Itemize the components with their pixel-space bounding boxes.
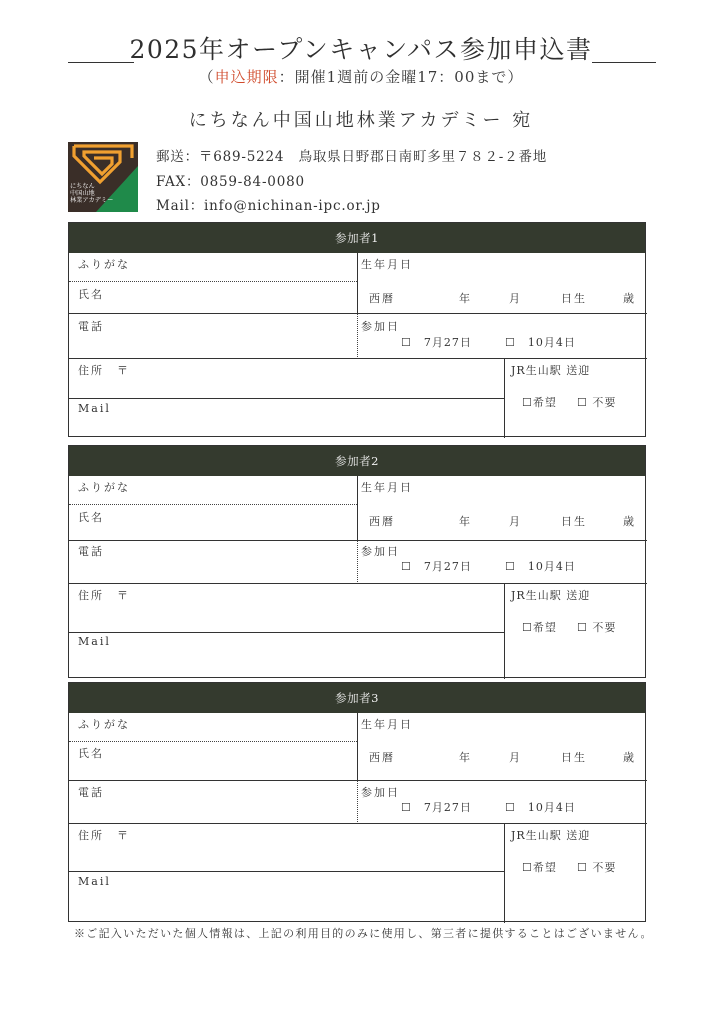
age-label: 歳 [623,751,636,764]
date-option-2[interactable]: ☐ 10月4日 [505,560,576,573]
privacy-note: ※ご記入いただいた個人情報は、上記の利用目的のみに使用し、第三者に提供することはございません。 [74,927,653,940]
contact-mail: Mail：info@nichinan-ipc.or.jp [156,198,381,214]
phone-label: 電話 [78,786,104,799]
month-label: 月 [509,751,522,764]
deadline-note [0,66,722,87]
mail-label: Mail [78,635,111,648]
seireki-label: 西暦 [369,751,395,764]
birthdate-label: 生年月日 [361,258,413,271]
mail-label: Mail [78,875,111,888]
pickup-yes-option[interactable]: ☐希望 [522,861,557,874]
year-label: 年 [459,515,472,528]
furigana-label: ふりがな [78,258,130,271]
address-label: 住所 〒 [78,829,130,842]
day-label: 日生 [561,515,587,528]
year-label: 年 [459,751,472,764]
seireki-label: 西暦 [369,515,395,528]
contact-fax: FAX：0859-84-0080 [156,174,305,190]
furigana-label: ふりがな [78,481,130,494]
deadline-label: 申込期限 [214,68,279,86]
date-option-2[interactable]: ☐ 10月4日 [505,801,576,814]
month-label: 月 [509,515,522,528]
seireki-label: 西暦 [369,292,395,305]
participant-form-2 [68,445,646,678]
contact-address: 郵送：〒689-5224 鳥取県日野郡日南町多里７８２-２番地 [156,149,548,165]
year-label: 年 [459,292,472,305]
month-label: 月 [509,292,522,305]
logo-text [70,183,113,204]
date-option-1[interactable]: ☐ 7月27日 [401,801,472,814]
date-option-1[interactable]: ☐ 7月27日 [401,560,472,573]
attend-date-label: 参加日 [361,320,400,333]
birthdate-label: 生年月日 [361,718,413,731]
birthdate-label: 生年月日 [361,481,413,494]
pickup-yes-option[interactable]: ☐希望 [522,621,557,634]
pickup-label: JR生山駅 送迎 [511,829,591,842]
name-label: 氏名 [78,511,104,524]
pickup-label: JR生山駅 送迎 [511,589,591,602]
mail-label: Mail [78,402,111,415]
attend-date-label: 参加日 [361,786,400,799]
form-header: 参加者1 [69,223,645,253]
address-label: 住所 〒 [78,589,130,602]
recipient-line: にちなん中国山地林業アカデミー 宛 [188,110,534,131]
phone-label: 電話 [78,545,104,558]
phone-label: 電話 [78,320,104,333]
name-label: 氏名 [78,747,104,760]
pickup-yes-option[interactable]: ☐希望 [522,396,557,409]
pickup-label: JR生山駅 送迎 [511,364,591,377]
page-title: 2025年オープンキャンパス参加申込書 [129,35,593,64]
form-header: 参加者3 [69,683,645,713]
deadline-open: （ [198,68,215,86]
participant-form-3 [68,682,646,922]
age-label: 歳 [623,515,636,528]
date-option-2[interactable]: ☐ 10月4日 [505,336,576,349]
age-label: 歳 [623,292,636,305]
pickup-no-option[interactable]: ☐ 不要 [577,861,617,874]
address-label: 住所 〒 [78,364,130,377]
deadline-text: ：開催1週前の金曜17：00まで） [278,68,524,86]
date-option-1[interactable]: ☐ 7月27日 [401,336,472,349]
attend-date-label: 参加日 [361,545,400,558]
furigana-label: ふりがな [78,718,130,731]
pickup-no-option[interactable]: ☐ 不要 [577,621,617,634]
day-label: 日生 [561,751,587,764]
logo-text-line3: 林業アカデミー [70,197,114,204]
logo-text-line1: にちなん [70,183,95,190]
day-label: 日生 [561,292,587,305]
name-label: 氏名 [78,288,104,301]
participant-form-1 [68,222,646,437]
form-header: 参加者2 [69,446,645,476]
logo-text-line2: 中国山地 [70,190,95,197]
pickup-no-option[interactable]: ☐ 不要 [577,396,617,409]
